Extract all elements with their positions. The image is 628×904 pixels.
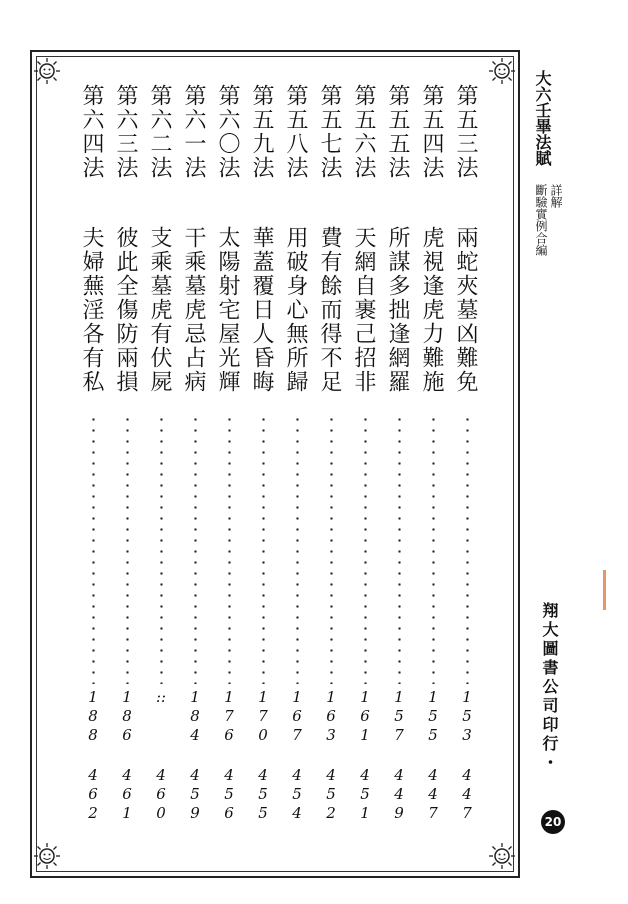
leader-dots <box>432 414 435 684</box>
toc-entry[interactable] <box>314 84 348 822</box>
toc-title: 天網自裹己招非 <box>351 226 376 394</box>
page-number: 20 <box>541 810 565 834</box>
leader-dots <box>228 414 231 684</box>
toc-title: 所謀多拙逢網羅 <box>385 226 410 394</box>
toc-section: 第六〇法 <box>215 84 240 180</box>
toc-entry[interactable] <box>144 84 178 822</box>
toc-entry[interactable] <box>280 84 314 822</box>
toc-entry[interactable] <box>382 84 416 822</box>
toc-entry[interactable] <box>246 84 280 822</box>
sun-ornament-icon <box>487 56 517 86</box>
toc-entry[interactable] <box>348 84 382 822</box>
book-subtitle-a: 詳解 <box>549 184 563 208</box>
toc-section: 第五六法 <box>351 84 376 180</box>
toc-title: 太陽射宅屋光輝 <box>215 226 240 394</box>
toc-section: 第六四法 <box>79 84 104 180</box>
toc-entry[interactable] <box>416 84 450 822</box>
toc-title: 兩蛇夾墓凶難免 <box>453 226 478 394</box>
toc-title: 干乘墓虎忌占病 <box>181 226 206 394</box>
scan-edge-mark <box>603 570 606 610</box>
toc-page: 170 <box>258 688 268 744</box>
book-subtitle-b: 斷驗實例合編 <box>534 184 548 256</box>
leader-dots <box>330 414 333 684</box>
toc-page-secondary: 454 <box>292 766 302 822</box>
toc-entry[interactable] <box>76 84 110 822</box>
toc-page: 153 <box>462 688 472 744</box>
toc-title: 虎視逢虎力難施 <box>419 226 444 394</box>
toc-section: 第五三法 <box>453 84 478 180</box>
leader-dots <box>160 414 163 684</box>
toc-section: 第五七法 <box>317 84 342 180</box>
leader-dots <box>92 414 95 684</box>
toc-section: 第六二法 <box>147 84 172 180</box>
toc-section: 第五五法 <box>385 84 410 180</box>
toc-entry[interactable] <box>450 84 484 822</box>
toc-section: 第五八法 <box>283 84 308 180</box>
toc-entry[interactable] <box>110 84 144 822</box>
toc-page-secondary: 449 <box>394 766 404 822</box>
publisher-imprint: 翔大圖書公司印行・ <box>540 602 559 773</box>
leader-dots <box>398 414 401 684</box>
toc-page: 163 <box>326 688 336 744</box>
leader-dots <box>194 414 197 684</box>
sun-ornament-icon <box>487 841 517 871</box>
toc-page: 184 <box>190 688 200 744</box>
toc-title: 華蓋覆日人昏晦 <box>249 226 274 394</box>
sun-ornament-icon <box>32 841 62 871</box>
toc-section: 第五四法 <box>419 84 444 180</box>
toc-title: 用破身心無所歸 <box>283 226 308 394</box>
toc-page-secondary: 460 <box>156 766 166 822</box>
toc-page: 188 <box>88 688 98 744</box>
toc-page-secondary: 451 <box>360 766 370 822</box>
toc-title: 費有餘而得不足 <box>317 226 342 394</box>
toc-page: 167 <box>292 688 302 744</box>
toc-page: 161 <box>360 688 370 744</box>
leader-dots <box>364 414 367 684</box>
toc-page: 155 <box>428 688 438 744</box>
toc-page-secondary: 462 <box>88 766 98 822</box>
toc-section: 第六三法 <box>113 84 138 180</box>
leader-dots <box>296 414 299 684</box>
toc-title: 支乘墓虎有伏屍 <box>147 226 172 394</box>
toc-section: 第六一法 <box>181 84 206 180</box>
toc-page-secondary: 447 <box>428 766 438 822</box>
toc-title: 彼此全傷防兩損 <box>113 226 138 394</box>
toc-page-secondary: 455 <box>258 766 268 822</box>
book-title: 大六壬畢法賦 <box>533 70 552 166</box>
leader-dots <box>466 414 469 684</box>
toc-page-secondary: 459 <box>190 766 200 822</box>
toc-title: 夫婦蕪淫各有私 <box>79 226 104 394</box>
toc-page-secondary: 452 <box>326 766 336 822</box>
toc-page-secondary: 447 <box>462 766 472 822</box>
toc-page-secondary: 461 <box>122 766 132 822</box>
toc-entry[interactable] <box>212 84 246 822</box>
toc-page-secondary: 456 <box>224 766 234 822</box>
toc-page: :: <box>155 688 167 706</box>
toc-entry[interactable] <box>178 84 212 822</box>
toc-page: 157 <box>394 688 404 744</box>
toc-page: 186 <box>122 688 132 744</box>
leader-dots <box>262 414 265 684</box>
sun-ornament-icon <box>32 56 62 86</box>
toc-section: 第五九法 <box>249 84 274 180</box>
toc-page: 176 <box>224 688 234 744</box>
leader-dots <box>126 414 129 684</box>
